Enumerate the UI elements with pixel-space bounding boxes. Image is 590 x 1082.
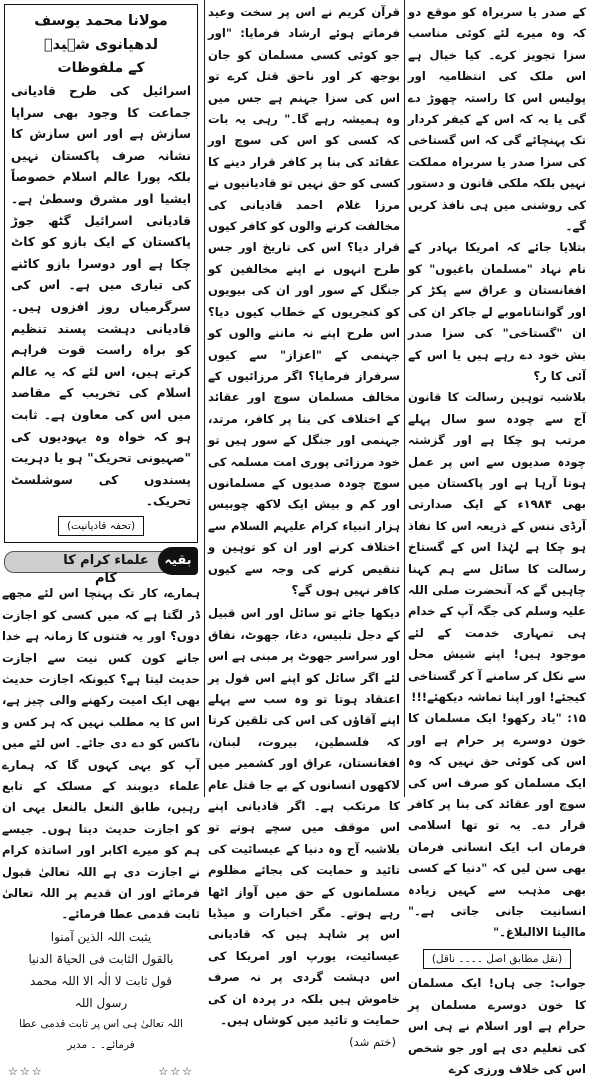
source-box: (نقل مطابق اصل ۔۔۔۔ ناقل) — [423, 949, 571, 969]
column-divider-right — [404, 0, 405, 797]
stars-row — [2, 1061, 200, 1082]
middle-para-2: دیکھا جائے تو سائل اور اس قبیل کے دجل تلبیس، دغا، جھوٹ، نفاق اور سراسر جھوٹ پر مبنی ہے اس لئے اگر سائل کو اپنے اس قول پر اعتقاد ہوتا تو وہ سب سے پہلے اپنے آقاؤں کی اس کی تلقین کرتا کہ فلسطین، بیروت، لبنان، افغانستان، عراق اور کشمیر میں لاکھوں انسانوں کے بے جا قتل عام کا مرتکب ہے۔ اگر قادیانی اپنے اس موقف میں سچے ہوتے تو بلاشبہ آج وہ دنیا کے عیسائیت کی تائید و حمایت کی بجائے مظلوم مسلمانوں کے حق میں آواز اٹھا رہے ہوتے۔ مگر اخبارات و میڈیا اس پر شاہد ہیں کہ قادیانی عیسائیت، یورپ اور امریکا کی اس دہشت گردی پر نہ صرف خاموش ہیں بلکہ در پردہ ان کی حمایت و تائید میں کوشاں ہیں۔ — [208, 606, 400, 1028]
end-mark: (ختم شد) — [349, 1034, 396, 1049]
middle-column — [208, 0, 400, 1053]
banner-label: علماء کرام کا کام — [63, 553, 149, 587]
middle-para-1: قرآن کریم نے اس پر سخت وعید فرماتے ہوئے ارشاد فرمایا: "اور جو کوئی کسی مسلمان کو جان بوجھ کر اور ناحق قتل کرے تو اس کی سزا جہنم ہے جس میں وہ ہمیشہ رہے گا۔" رہی یہ بات کہ کسی کو اس کی سوچ اور عقائد کی بنا پر کافر قرار دینے کا کسی کو حق نہیں تو قادیانیوں نے مرزا غلام احمد قادیانی کی مخالفت کرنے والوں کو کافر کیوں قرار دیا؟ اس کی تاریخ اور جس طرح انہوں نے اپنے مخالفین کو جنگل کے سور اور ان کی بیویوں کو کنجریوں کے خطاب کیوں دیا؟ اس طرح اپنے نہ ماننے والوں کو جہنمی کے "اعزاز" سے کیوں سرفراز فرمایا؟ اگر مرزائیوں کے مخالف مسلمان سوچ اور عقائد کے اختلاف کی بنا پر کافر، مرتد، جہنمی اور جنگل کے سور ہیں تو خود مرزائی پوری امت مسلمہ کی سوچ چودہ صدیوں کے مسلمانوں اور کم و بیش ایک لاکھ چوبیس ہزار انبیاء کرام علیہم السلام سے اختلاف کرنے اور ان کو توہین و تنقیص کرنے کی وجہ سے کیوں کافر نہیں ہوں گے؟ — [208, 5, 400, 597]
answer-text: جی ہاں! ایک مسلمان کا خون دوسرے مسلمان پر حرام ہے اور اسلام نے ہی اس کی تعلیم دی ہے اور جو شخص اس کی خلاف ورزی کرے — [408, 976, 586, 1076]
right-para-2: بتلایا جائے کہ امریکا بہادر کے نام نہاد "مسلمان باغیوں" کو افغانستان و عراق سے پکڑ کر اور گوانتاناموبے لے جاکر ان کی ان "گستاخی" کی سزا صدر بش خود دے رہے ہیں یا اس کے آئی کا ر؟ — [408, 240, 586, 383]
mawlana-signature-row — [11, 515, 191, 536]
right-para-4: ۱۵: "یاد رکھو! ایک مسلمان کا خون دوسرے پر حرام ہے اور اس کی کوئی حق نہیں کہ وہ ایک مسلمان کو صرف اس کی سوچ اور عقائد کی بنا پر کافر قرار دے۔ یہ تو تھا اسلامی فرمان اب ایک انسانی فرمان بھی سن لیں کہ "دنیا کے کسی بھی مذہب سے کہیں زیادہ انسانیت جانی جاتی ہے۔" ماالیتا الاالبلاغ۔" — [408, 711, 586, 940]
arabic-verse-2: بالقول الثابت فی الحیاۃ الدنیا — [28, 951, 174, 966]
source-note — [408, 948, 586, 969]
mawlana-body: اسرائیل کی طرح قادیانی جماعت کا وجود بھی سراپا سازش ہے اور اس سازش کا نشانہ صرف پاکستان نہیں بلکہ پورا عالم اسلام خصوصاً ایشیا اور مشرق وسطیٰ ہے۔ قادیانی اسرائیل گٹھ جوڑ پاکستان کے ایک بازو کو کاٹ چکا ہے اور دوسرا بازو کاٹنے کی تیاری میں ہے۔ اس کی سرگرمیاں روز افزوں ہیں۔ قادیانی دہشت پسند تنظیم کو براہ راست قوت فراہم کرتے ہیں، اس لئے کہ یہ عالم اسلام کی تخریب کے مقاصد میں اس کی معاون ہے۔ ثابت ہو کہ خواہ وہ یہودیوں کی "صہیونی تحریک" ہو یا دہریت پسندوں کی سوشلسٹ تحریک۔ — [11, 84, 191, 509]
arabic-verse-4: رسول اللہ — [74, 995, 128, 1010]
right-para-3: بلاشبہ توہین رسالت کا قانون آج سے چودہ سو سال پہلے مرتب ہو چکا ہے اور گزشتہ چودہ صدیوں سے اس پر عمل ہوتا آرہا ہے اور پاکستان میں بھی ۱۹۸۴ء کے ایک صدارتی آرڈی ننس کے ذریعہ اس کا نفاذ ہو چکا ہے لہٰذا اس کے گستاخ رسالت کا سائل سے ہم کہنا چاہیں گے کہ آنحضرت صلی اللہ علیہ وسلم کی جگہ آپ کے خدام ہی تمہاری خدمت کے لئے موجود ہیں! اپنے شیش محل سے نکل کر سامنے آ کر گستاخی کیجئے! اور اپنا تماشہ دیکھئے!!! — [408, 390, 586, 704]
right-para-1: کے صدر یا سربراہ کو موقع دو کہ وہ میرے لئے کوئی مناسب سزا تجویز کرے۔ کیا خیال ہے اس ملک کی انتظامیہ اور پولیس اس کا راستہ چھوڑ دے گی یا یہ کہ اس کے کیفر کردار تک پہنچائے گی کہ اس گستاخی کی سزا صدر یا سربراہ مملکت نہیں بلکہ ملکی قانون و دستور کی روشنی میں ہی نافذ کریں گے۔ — [408, 5, 586, 234]
arabic-verse-1: یثبت اللہ الذین آمنوا — [50, 929, 152, 944]
left-para-1: ہمارے، کار تک پہنچا اس لئے مجھے ڈر لگتا ہے کہ میں کسی کو اجازت دوں؟ اور یہ فتنوں کا زمانہ ہے خدا جانے کون کس نیت سے اجازت حدیث لیتا ہے؟ کیونکہ اجازت حدیث بھی ایک امیت رکھنے والی چیز ہے، اس کا یہ مطلب نہیں کہ ہر کس و ناکس کو دے دی جائے۔ اس لئے میں آپ کو یہی کہوں گا کہ ہمارے علماء دیوبند کے مسلک کے تابع رہیں، طابق النعل بالنعل یہی ان کو اجازت حدیث دیتا ہوں۔ جیسے ہم کو میرے اکابر اور اساتذہ کرام نے اجازت دی ہے اللہ تعالیٰ قبول فرمائے اور ان قدیم پر اللہ تعالیٰ ثابت قدمی عطا فرمائے۔ — [2, 586, 200, 922]
answer-paragraph — [408, 973, 586, 1080]
left-column — [2, 0, 200, 1082]
banner-tag: بقیہ — [158, 547, 198, 575]
mawlana-quote-box — [4, 4, 198, 543]
stars-left: ☆☆☆ — [8, 1064, 44, 1078]
mawlana-signature: (تحفہ قادیانیت) — [58, 516, 144, 536]
mawlana-title: مولانا محمد یوسف لدھیانوی شہیدؒ — [34, 13, 168, 53]
closing-line: اللہ تعالیٰ ہی اس پر ثابت قدمی عطا فرمائے۔ ۔ مدیر — [19, 1017, 183, 1052]
column-divider-left — [204, 0, 205, 797]
answer-label: جواب: — [550, 976, 587, 991]
stars-right: ☆☆☆ — [158, 1064, 194, 1078]
mawlana-subtitle: کے ملفوظات — [57, 60, 145, 76]
right-column — [408, 0, 586, 1080]
arabic-verse-3: قول ثابت لا الٰہ الا اللہ محمد — [29, 973, 173, 988]
continuation-banner — [4, 547, 198, 587]
